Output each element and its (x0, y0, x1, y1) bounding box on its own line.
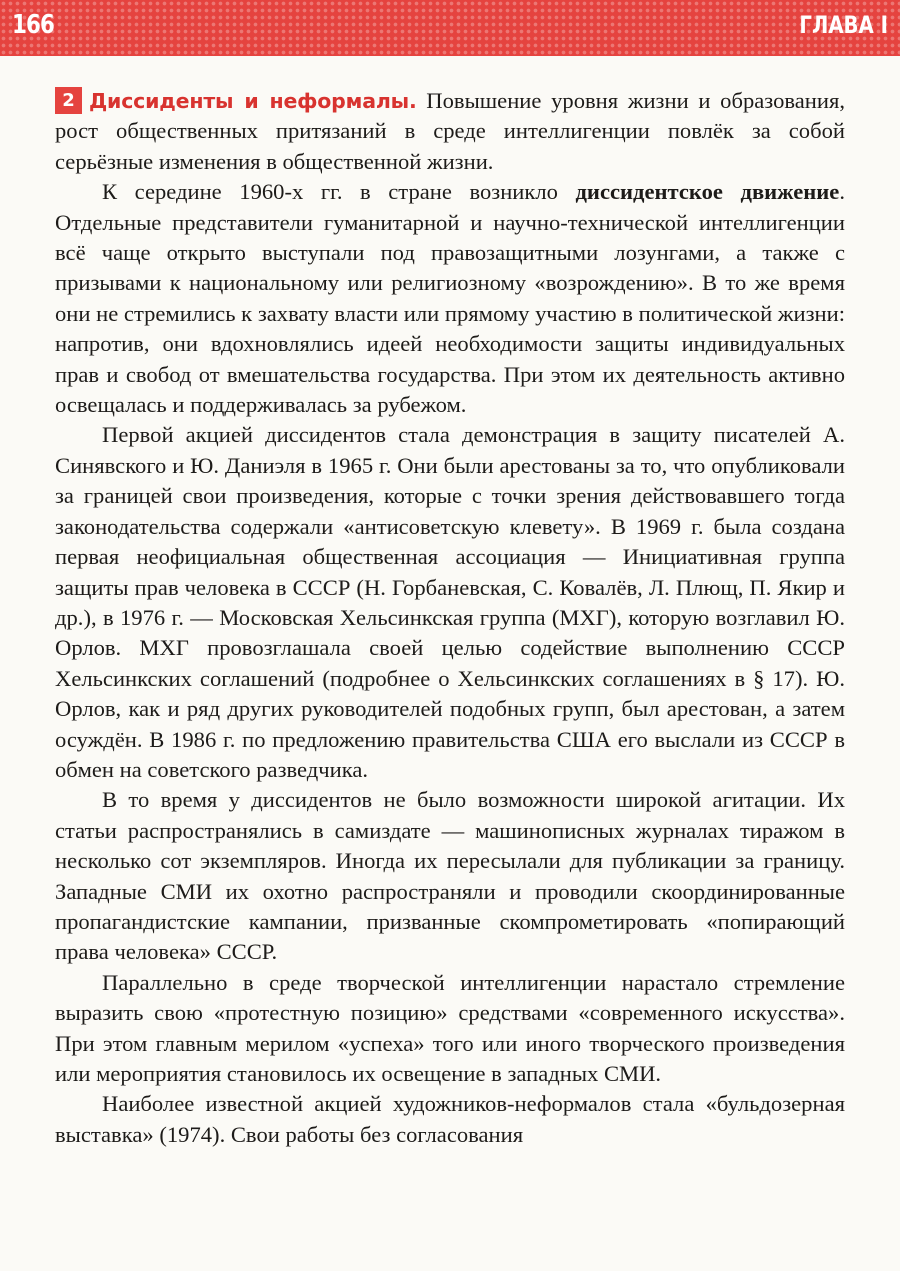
key-term: диссидентское движение (575, 179, 840, 205)
paragraph-creative-intelligentsia: Параллельно в среде творческой интеллигенции нарастало стремление выразить свою «протестную позицию» средствами «современного искусства». При этом главным мерилом «успеха» того или иного творческого произведения или мероприятия становилось их освещение в западных СМИ. (55, 969, 845, 1086)
section-number-badge: 2 (55, 87, 82, 114)
page-number: 166 (12, 10, 55, 40)
section-title: Диссиденты и неформалы. (89, 89, 417, 113)
paragraph-text: К середине 1960-х гг. в стране возникло (102, 179, 576, 205)
page-body (55, 86, 845, 1150)
chapter-label: ГЛАВА I (799, 11, 888, 39)
section-lead-text: Повышение уровня жизни и образования, рост общественных притязаний в среде интеллигенции повлёк за собой серьёзные изменения в общественной жизни. (55, 88, 845, 174)
paragraph-text: . Отдельные представители гуманитарной и научно-технической интеллигенции всё чаще открыто выступали под правозащитными лозунгами, а также с призывами к национальному или религиозному «возрождению». В то же время они не стремились к захвату власти или прямому участию в политической жизни: напротив, они вдохновлялись идеей необходимости защиты индивидуальных прав и свобод от вмешательства государства. При этом их деятельность активно освещалась и поддерживалась за рубежом. (55, 179, 845, 418)
paragraph-first-actions: Первой акцией диссидентов стала демонстрация в защиту писателей А. Синявского и Ю. Даниэля в 1965 г. Они были арестованы за то, что опубликовали за границей свои произведения, которые с точки зрения действовавшего тогда законодательства содержали «антисоветскую клевету». В 1969 г. была создана первая неофициальная общественная ассоциация — Инициативная группа защиты прав человека в СССР (Н. Горбаневская, С. Ковалёв, Л. Плющ, П. Якир и др.), в 1976 г. — Московская Хельсинкская группа (МХГ), которую возглавил Ю. Орлов. МХГ провозглашала своей целью содействие выполнению СССР Хельсинкских соглашений (подробнее о Хельсинкских соглашениях в § 17). Ю. Орлов, как и ряд других руководителей подобных групп, был арестован, а затем осуждён. В 1986 г. по предложению правительства США его выслали из СССР в обмен на советского разведчика. (55, 422, 845, 782)
paragraph-intro (55, 86, 845, 177)
paragraph-samizdat: В то время у диссидентов не было возможности широкой агитации. Их статьи распространялись в самиздате — машинописных журналах тиражом в несколько сот экземпляров. Иногда их пересылали для публикации за границу. Западные СМИ их охотно распространяли и проводили скоординированные пропагандистские кампании, призванные скомпрометировать «попирающий права человека» СССР. (55, 787, 845, 965)
paragraph-dissident-movement (55, 177, 845, 420)
page-header (0, 0, 900, 56)
paragraph-bulldozer-exhibition: Наиболее известной акцией художников-неформалов стала «бульдозерная выставка» (1974). Свои работы без согласования (55, 1091, 845, 1147)
